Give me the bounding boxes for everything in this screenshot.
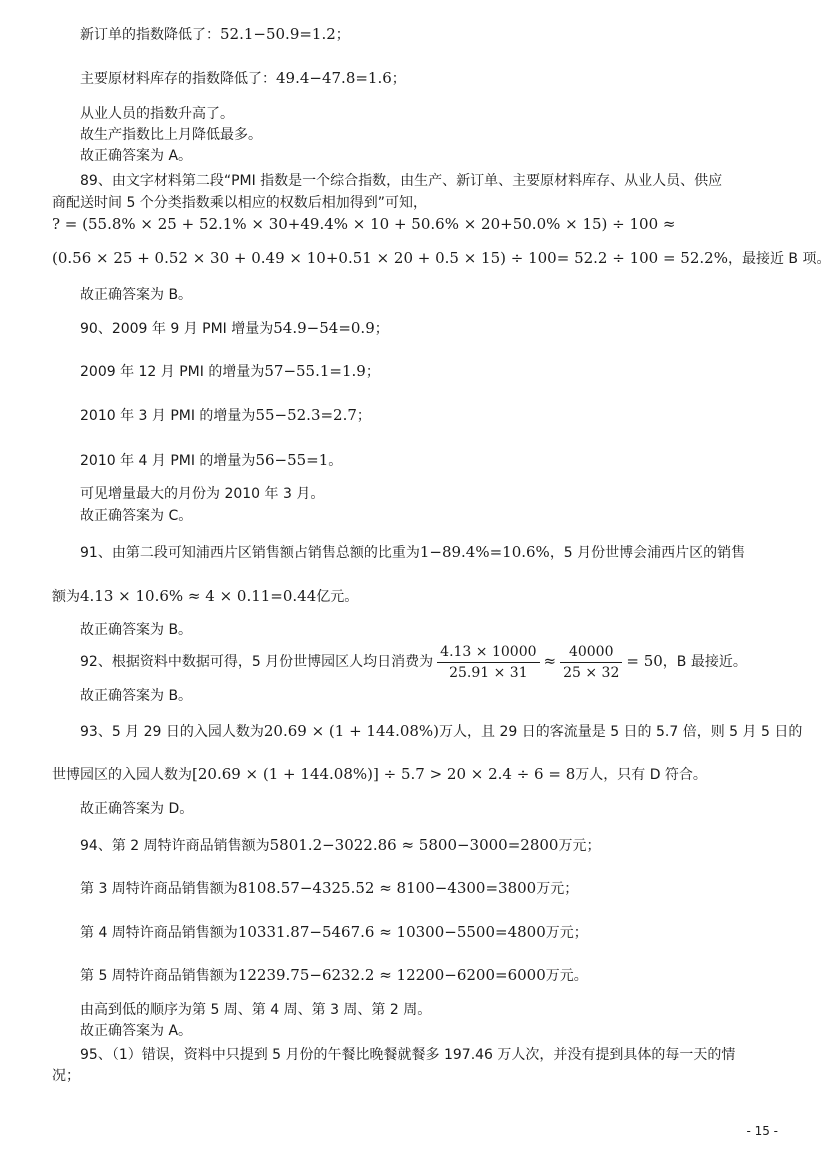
answer-94: 故正确答案为 A。 (80, 1023, 193, 1039)
answer-88: 故正确答案为 A。 (80, 148, 193, 164)
answer-89: 故正确答案为 B。 (80, 287, 193, 303)
q92-line: 92、根据资料中数据可得，5 月份世博园区人均日消费为 $\frac{4.13 \times 10000}{25.91 \times 31}$ ≈ $\frac{40000}{25 \times 32}$ = 50，B 最接近。 (80, 643, 747, 681)
line-conclusion-88: 故生产指数比上月降低最多。 (80, 127, 262, 143)
q93-line-2: 世博园区的入园人数为[20.69 × (1 + 144.08%)] ÷ 5.7 > 20 × 2.4 ÷ 6 = 8万人，只有 D 符合。 (52, 765, 707, 783)
q93-line-1: 93、5 月 29 日的入园人数为20.69 × (1 + 144.08%)万人，且 29 日的客流量是 5 日的 5.7 倍，则 5 月 5 日的 (80, 722, 803, 740)
q90-line-1: 90、2009 年 9 月 PMI 增量为54.9−54=0.9； (80, 319, 389, 337)
q89-formula-1: ? = (55.8% × 25 + 52.1% × 30+49.4% × 10 + 50.6% × 20+50.0% × 15) ÷ 100 ≈ (52, 215, 676, 233)
q95-line-2: 况； (52, 1068, 80, 1084)
q89-line-2: 商配送时间 5 个分类指数乘以相应的权数后相加得到”可知， (52, 195, 428, 211)
q94-line-3: 第 4 周特许商品销售额为10331.87−5467.6 ≈ 10300−5500=4800万元； (80, 923, 588, 941)
answer-91: 故正确答案为 B。 (80, 622, 193, 638)
q94-line-2: 第 3 周特许商品销售额为8108.57−4325.52 ≈ 8100−4300=3800万元； (80, 879, 579, 897)
line-employment: 从业人员的指数升高了。 (80, 106, 234, 122)
q89-line-1: 89、由文字材料第二段“PMI 指数是一个综合指数，由生产、新订单、主要原材料库存、从业人员、供应 (80, 173, 723, 189)
q90-line-2: 2009 年 12 月 PMI 的增量为57−55.1=1.9； (80, 362, 380, 380)
answer-93: 故正确答案为 D。 (80, 801, 194, 817)
answer-92: 故正确答案为 B。 (80, 688, 193, 704)
q89-formula-2: (0.56 × 25 + 0.52 × 30 + 0.49 × 10+0.51 × 20 + 0.5 × 15) ÷ 100= 52.2 ÷ 100 = 52.2%，最接近 B 项。 (52, 249, 830, 267)
line-new-orders: 新订单的指数降低了：52.1−50.9=1.2； (80, 25, 350, 43)
q91-line-2: 额为4.13 × 10.6% ≈ 4 × 0.11=0.44亿元。 (52, 587, 359, 605)
q94-line-1: 94、第 2 周特许商品销售额为5801.2−3022.86 ≈ 5800−3000=2800万元； (80, 836, 601, 854)
q91-line-1: 91、由第二段可知浦西片区销售额占销售总额的比重为1−89.4%=10.6%，5 月份世博会浦西片区的销售 (80, 543, 746, 561)
q90-line-3: 2010 年 3 月 PMI 的增量为55−52.3=2.7； (80, 406, 371, 424)
q90-line-4: 2010 年 4 月 PMI 的增量为56−55=1。 (80, 451, 343, 469)
line-raw-material: 主要原材料库存的指数降低了：49.4−47.8=1.6； (80, 69, 406, 87)
q95-line-1: 95、（1）错误，资料中只提到 5 月份的午餐比晚餐就餐多 197.46 万人次，并没有提到具体的每一天的情 (80, 1047, 736, 1063)
fraction-1: $\frac{4.13 \times 10000}{25.91 \times 31}$ (437, 643, 539, 682)
q94-conclusion: 由高到低的顺序为第 5 周、第 4 周、第 3 周、第 2 周。 (80, 1002, 432, 1018)
fraction-2: $\frac{40000}{25 \times 32}$ (560, 643, 622, 682)
page-number: - 15 - (746, 1124, 778, 1138)
q94-line-4: 第 5 周特许商品销售额为12239.75−6232.2 ≈ 12200−6200=6000万元。 (80, 966, 588, 984)
q90-conclusion: 可见增量最大的月份为 2010 年 3 月。 (80, 486, 325, 502)
answer-90: 故正确答案为 C。 (80, 508, 193, 524)
